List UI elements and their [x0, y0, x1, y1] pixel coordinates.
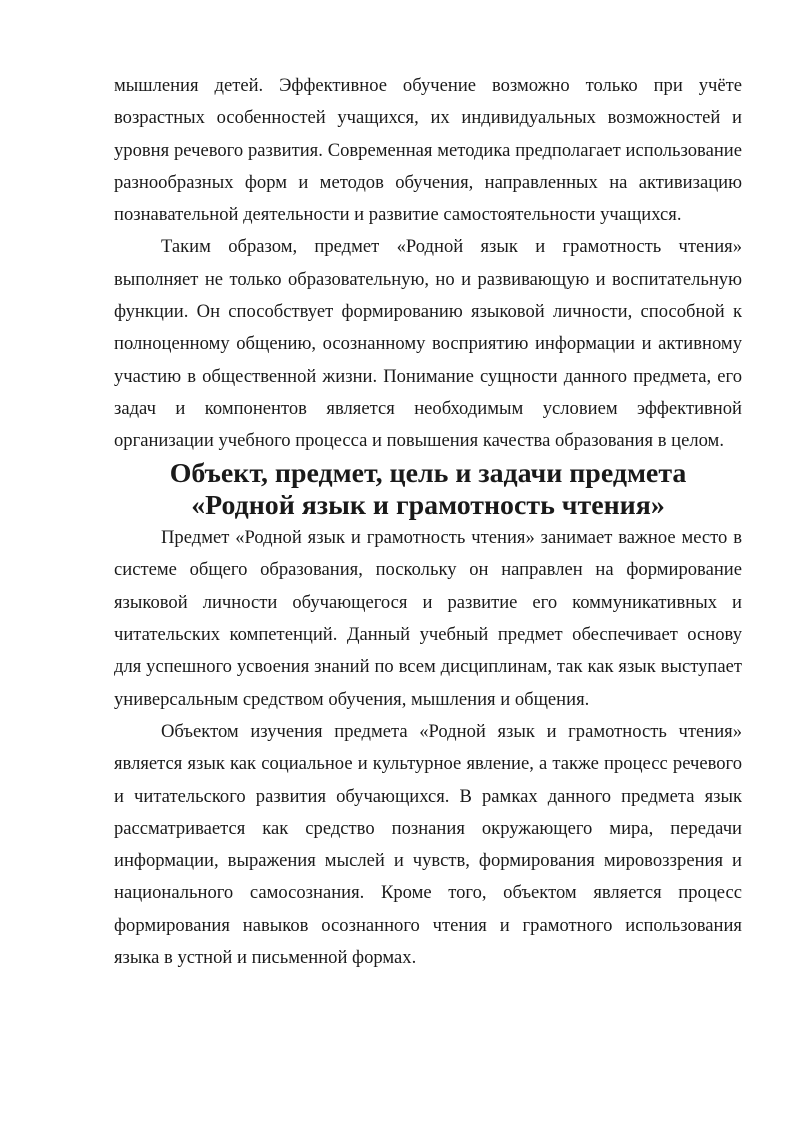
- paragraph-subject-intro: Предмет «Родной язык и грамотность чтения» занимает важное место в системе общего образования, поскольку он направлен на формирование языковой личности обучающегося и развитие его коммуникативных и читательских компетенций. Данный учебный предмет обеспечивает основу для успешного усвоения знаний по всем дисциплинам, так как язык выступает универсальным средством обучения, мышления и общения.: [114, 527, 742, 710]
- paragraph-conclusion: Таким образом, предмет «Родной язык и грамотность чтения» выполняет не только образовательную, но и развивающую и воспитательную функции. Он способствует формированию языковой личности, способной к полноценному общению, осознанному восприятию информации и активному участию в общественной жизни. Понимание сущности данного предмета, его задач и компонентов является необходимым условием эффективной организации учебного процесса и повышения качества образования в целом.: [114, 236, 742, 452]
- section-heading: Объект, предмет, цель и задачи предмета «Родной язык и грамотность чтения»: [169, 457, 687, 521]
- document-page: [114, 70, 742, 974]
- paragraph-object-of-study: Объектом изучения предмета «Родной язык и грамотность чтения» является язык как социальное и культурное явление, а также процесс речевого и читательского развития обучающихся. В рамках данного предмета язык рассматривается как средство познания окружающего мира, передачи информации, выражения мыслей и чувств, формирования мировоззрения и национального самосознания. Кроме того, объектом является процесс формирования навыков осознанного чтения и грамотного использования языка в устной и письменной формах.: [114, 720, 742, 969]
- paragraph-continued: мышления детей. Эффективное обучение возможно только при учёте возрастных особенностей учащихся, их индивидуальных возможностей и уровня речевого развития. Современная методика предполагает использование разнообразных форм и методов обучения, направленных на активизацию познавательной деятельности и развитие самостоятельности учащихся.: [114, 75, 742, 226]
